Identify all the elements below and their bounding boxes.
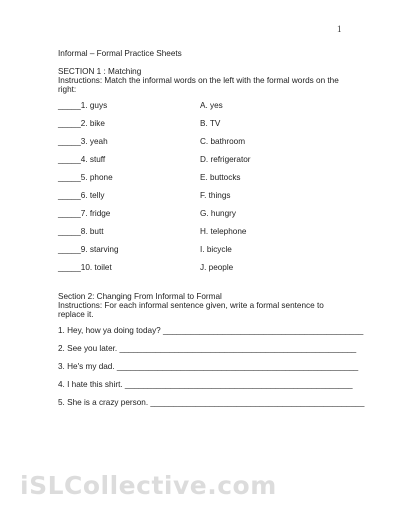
matching-row <box>58 263 358 273</box>
matching-row <box>58 245 358 255</box>
informal-word: _____8. butt <box>58 227 104 236</box>
sentence-item: 1. Hey, how ya doing today? ____________________________________________ <box>58 326 364 335</box>
formal-word: F. things <box>200 191 231 200</box>
page-number: 1 <box>337 24 342 34</box>
section1-instructions-line2: right: <box>58 85 77 94</box>
matching-row <box>58 191 358 201</box>
formal-word: A. yes <box>200 101 223 110</box>
informal-word: _____9. starving <box>58 245 119 254</box>
section2-heading: Section 2: Changing From Informal to Formal <box>58 292 222 301</box>
matching-row <box>58 119 358 129</box>
formal-word: H. telephone <box>200 227 247 236</box>
informal-word: _____6. telly <box>58 191 105 200</box>
informal-word: _____7. fridge <box>58 209 111 218</box>
formal-word: J. people <box>200 263 234 272</box>
sentence-item: 4. I hate this shirt. __________________________________________________ <box>58 380 353 389</box>
worksheet-title: Informal – Formal Practice Sheets <box>58 49 182 58</box>
watermark: iSLCollective.com <box>20 471 277 500</box>
formal-word: C. bathroom <box>200 137 246 146</box>
matching-row <box>58 101 358 111</box>
formal-word: I. bicycle <box>200 245 232 254</box>
matching-row <box>58 227 358 237</box>
matching-row <box>58 137 358 147</box>
sentence-item: 5. She is a crazy person. _______________________________________________ <box>58 398 365 407</box>
sentence-item: 2. See you later. ____________________________________________________ <box>58 344 357 353</box>
matching-row <box>58 155 358 165</box>
formal-word: D. refrigerator <box>200 155 251 164</box>
matching-row <box>58 209 358 219</box>
matching-row <box>58 173 358 183</box>
informal-word: _____5. phone <box>58 173 113 182</box>
section2-instructions-line1: Instructions: For each informal sentence given, write a formal sentence to <box>58 301 324 310</box>
formal-word: B. TV <box>200 119 221 128</box>
informal-word: _____4. stuff <box>58 155 106 164</box>
informal-word: _____3. yeah <box>58 137 108 146</box>
formal-word: E. buttocks <box>200 173 241 182</box>
section1-instructions-line1: Instructions: Match the informal words on the left with the formal words on the <box>58 76 339 85</box>
formal-word: G. hungry <box>200 209 236 218</box>
informal-word: _____2. bike <box>58 119 105 128</box>
informal-word: _____1. guys <box>58 101 108 110</box>
section2-instructions-line2: replace it. <box>58 310 94 319</box>
section1-heading: SECTION 1 : Matching <box>58 67 142 76</box>
sentence-item: 3. He's my dad. _____________________________________________________ <box>58 362 359 371</box>
informal-word: _____10. toilet <box>58 263 112 272</box>
